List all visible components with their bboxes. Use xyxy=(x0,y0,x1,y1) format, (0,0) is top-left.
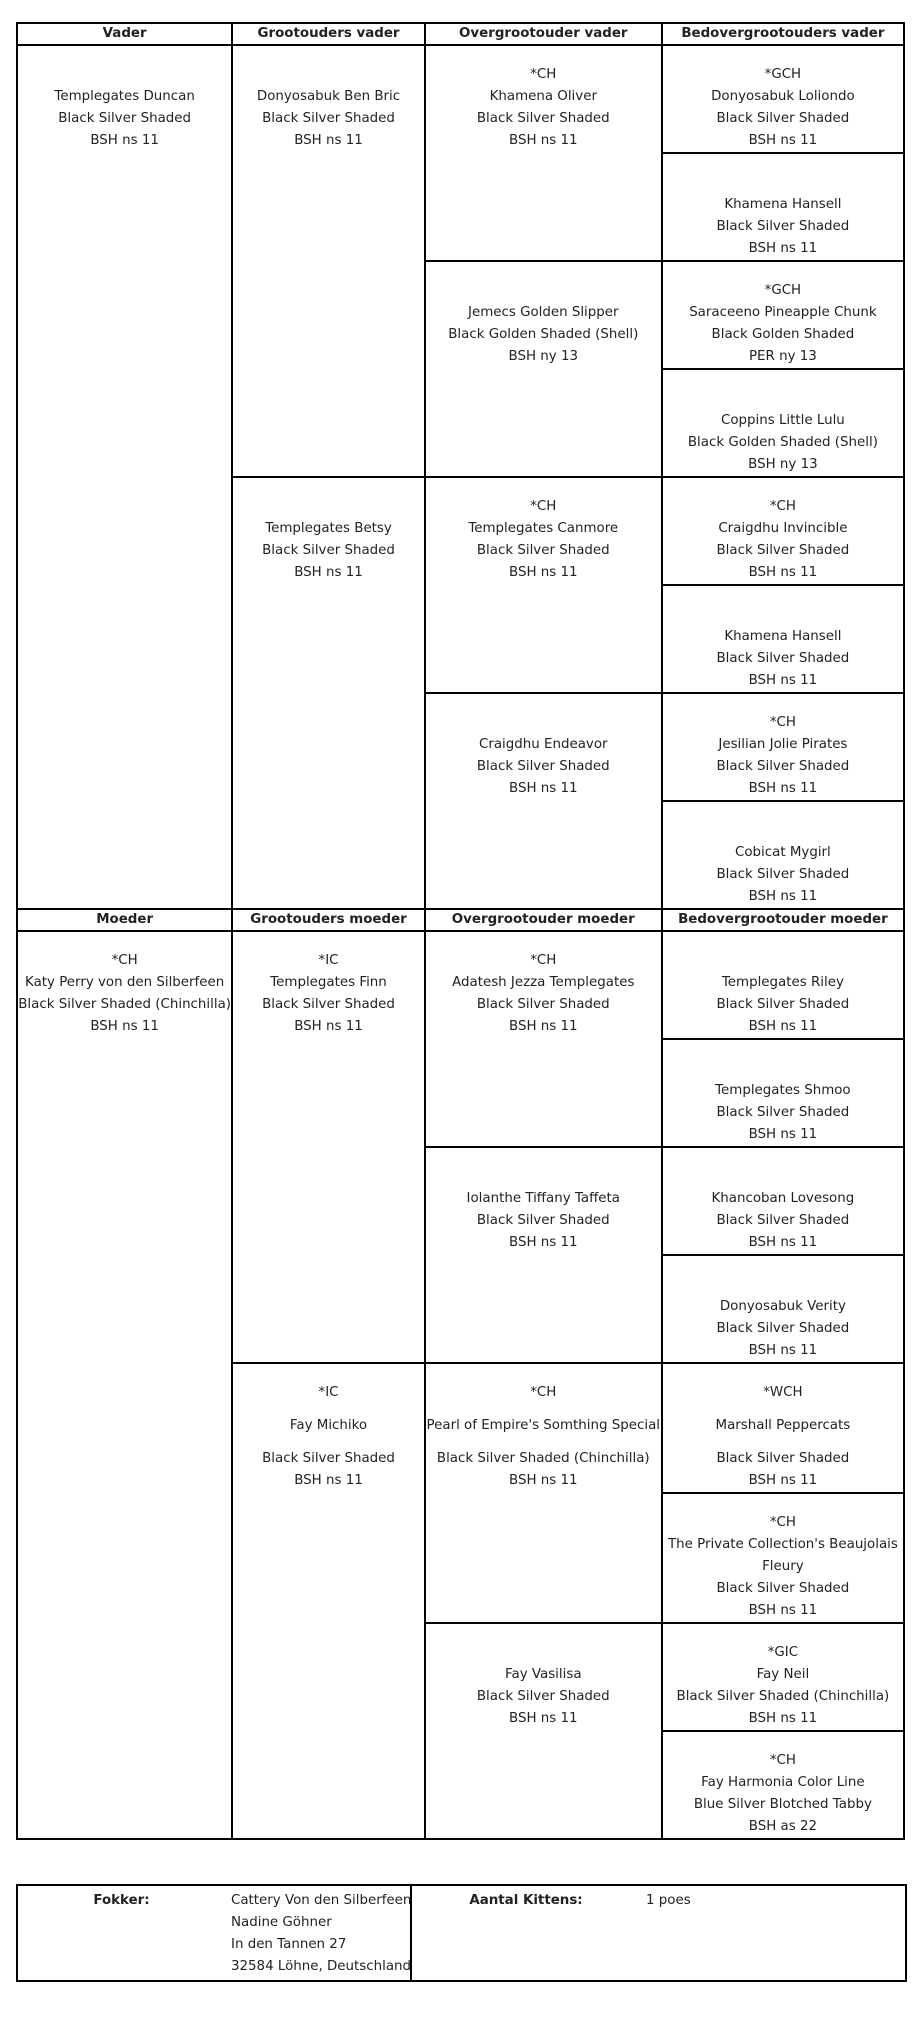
dam-gggp-3-code: BSH ns 11 xyxy=(748,1235,818,1250)
dam-gp-1 xyxy=(232,931,425,1363)
sire-gggp-4 xyxy=(662,369,904,477)
sire-gggp-1-code: BSH ns 11 xyxy=(748,133,818,148)
sire-ggp-1-code: BSH ns 11 xyxy=(509,133,578,148)
sire-gggp-5-title: *CH xyxy=(769,499,796,514)
dam-parent-code: BSH ns 11 xyxy=(90,1019,159,1034)
dam-ggp-2-name: Iolanthe Tiffany Taffeta xyxy=(466,1191,620,1206)
dam-parent-name: Katy Perry von den Silberfeen xyxy=(25,975,225,990)
sire-gp-2 xyxy=(232,477,425,909)
breeder-label: Fokker: xyxy=(17,1885,225,1981)
dam-gggp-7-name: Fay Neil xyxy=(756,1667,810,1682)
sire-gp-2-color: Black Silver Shaded xyxy=(262,543,395,558)
dam-gggp-5-name: Marshall Peppercats xyxy=(715,1418,851,1433)
sire-ggp-1-color: Black Silver Shaded xyxy=(476,111,610,126)
sire-ggp-2-code: BSH ny 13 xyxy=(508,349,579,364)
dam-gggp-5-color: Black Silver Shaded xyxy=(716,1451,850,1466)
sire-ggp-2 xyxy=(425,261,662,477)
dam-gggp-8-name: Fay Harmonia Color Line xyxy=(701,1775,865,1790)
sire-gggp-3-name: Saraceeno Pineapple Chunk xyxy=(689,305,877,320)
sire-gggp-7-name: Jesilian Jolie Pirates xyxy=(718,737,848,752)
dam-gggp-3-color: Black Silver Shaded xyxy=(716,1213,850,1228)
dam-gp-1-name: Templegates Finn xyxy=(270,975,387,990)
dam-ggp-3-code: BSH ns 11 xyxy=(509,1473,578,1488)
header-grootouders-moeder: Grootouders moeder xyxy=(232,909,425,931)
sire-gp-1-code: BSH ns 11 xyxy=(294,133,363,148)
dam-parent-title: *CH xyxy=(111,953,138,968)
dam-gggp-7-color: Black Silver Shaded (Chinchilla) xyxy=(676,1689,890,1704)
sire-gggp-7-color: Black Silver Shaded xyxy=(716,759,850,774)
dam-gp-2-color: Black Silver Shaded xyxy=(262,1451,395,1466)
breeder-cattery: Cattery Von den Silberfeen xyxy=(231,1893,412,1908)
dam-gp-1-title: *IC xyxy=(318,953,339,968)
dam-gggp-4-code: BSH ns 11 xyxy=(748,1343,818,1358)
sire-gggp-2-code: BSH ns 11 xyxy=(748,241,818,256)
header-overgrootouder-vader: Overgrootouder vader xyxy=(425,23,662,45)
dam-gggp-3 xyxy=(662,1147,904,1255)
sire-gggp-1-title: *GCH xyxy=(764,67,802,82)
sire-gggp-2-color: Black Silver Shaded xyxy=(716,219,850,234)
sire-gggp-6-color: Black Silver Shaded xyxy=(716,651,850,666)
sire-gggp-7 xyxy=(662,693,904,801)
dam-gggp-6-name: The Private Collection's Beaujolais xyxy=(667,1537,898,1552)
dam-gggp-5-title: *WCH xyxy=(763,1385,803,1400)
sire-gggp-8 xyxy=(662,801,904,909)
breeder-name: Nadine Göhner xyxy=(231,1915,332,1930)
sire-gggp-7-code: BSH ns 11 xyxy=(748,781,818,796)
dam-gggp-5 xyxy=(662,1363,904,1493)
dam-gggp-8-color: Blue Silver Blotched Tabby xyxy=(693,1797,872,1812)
breeder-street: In den Tannen 27 xyxy=(231,1937,347,1952)
breeder-table xyxy=(16,1884,907,1982)
sire-ggp-1 xyxy=(425,45,662,261)
dam-gggp-2-color: Black Silver Shaded xyxy=(716,1105,850,1120)
sire-gggp-5-name: Craigdhu Invincible xyxy=(718,521,848,536)
pedigree-table xyxy=(16,22,905,1840)
dam-gggp-1-color: Black Silver Shaded xyxy=(716,997,850,1012)
header-grootouders-vader: Grootouders vader xyxy=(232,23,425,45)
sire-gggp-4-color: Black Golden Shaded (Shell) xyxy=(687,435,878,450)
dam-gp-2-code: BSH ns 11 xyxy=(294,1473,363,1488)
dam-header-row xyxy=(17,909,904,931)
dam-gggp-6 xyxy=(662,1493,904,1623)
sire-gggp-4-code: BSH ny 13 xyxy=(748,457,818,472)
sire-ggp-4-name: Craigdhu Endeavor xyxy=(479,737,608,752)
dam-gggp-1-code: BSH ns 11 xyxy=(748,1019,818,1034)
dam-ggp-3 xyxy=(425,1363,662,1623)
dam-ggp-1 xyxy=(425,931,662,1147)
sire-parent-code: BSH ns 11 xyxy=(90,133,159,148)
dam-ggp-1-color: Black Silver Shaded xyxy=(476,997,610,1012)
dam-ggp-4-name: Fay Vasilisa xyxy=(505,1667,582,1682)
dam-gggp-2-name: Templegates Shmoo xyxy=(715,1083,851,1098)
sire-gggp-6-name: Khamena Hansell xyxy=(724,629,842,644)
sire-gggp-5 xyxy=(662,477,904,585)
header-bedovergrootouders-vader: Bedovergrootouders vader xyxy=(662,23,904,45)
breeder-city: 32584 Löhne, Deutschland xyxy=(231,1959,412,1974)
sire-ggp-4 xyxy=(425,693,662,909)
dam-gggp-1 xyxy=(662,931,904,1039)
sire-header-row xyxy=(17,23,904,45)
sire-gp-2-code: BSH ns 11 xyxy=(294,565,363,580)
dam-ggp-2-color: Black Silver Shaded xyxy=(476,1213,610,1228)
dam-ggp-1-title: *CH xyxy=(530,953,557,968)
dam-gggp-2 xyxy=(662,1039,904,1147)
header-bedovergrootouder-moeder: Bedovergrootouder moeder xyxy=(662,909,904,931)
dam-ggp-1-name: Adatesh Jezza Templegates xyxy=(452,975,635,990)
sire-ggp-3-color: Black Silver Shaded xyxy=(476,543,610,558)
dam-ggp-4-code: BSH ns 11 xyxy=(509,1711,578,1726)
dam-gggp-2-code: BSH ns 11 xyxy=(748,1127,818,1142)
dam-gggp-6-code: BSH ns 11 xyxy=(748,1603,818,1618)
dam-gp-2-name: Fay Michiko xyxy=(289,1418,368,1433)
dam-parent-color: Black Silver Shaded (Chinchilla) xyxy=(18,997,231,1012)
dam-gggp-4-color: Black Silver Shaded xyxy=(716,1321,850,1336)
dam-gp-2 xyxy=(232,1363,425,1839)
sire-gggp-8-color: Black Silver Shaded xyxy=(716,867,850,882)
sire-gggp-3-color: Black Golden Shaded xyxy=(711,327,855,342)
sire-ggp-4-code: BSH ns 11 xyxy=(509,781,578,796)
sire-parent-color: Black Silver Shaded xyxy=(58,111,192,126)
sire-gggp-1 xyxy=(662,45,904,153)
sire-ggp-1-title: *CH xyxy=(530,67,557,82)
sire-ggp-1-name: Khamena Oliver xyxy=(489,89,597,104)
dam-gggp-7-code: BSH ns 11 xyxy=(748,1711,818,1726)
dam-gggp-4 xyxy=(662,1255,904,1363)
dam-ggp-3-name: Pearl of Empire's Somthing Special xyxy=(426,1418,660,1433)
sire-ggp-3-code: BSH ns 11 xyxy=(509,565,578,580)
dam-ggp-3-color: Black Silver Shaded (Chinchilla) xyxy=(436,1451,650,1466)
dam-ggp-4-color: Black Silver Shaded xyxy=(476,1689,610,1704)
sire-parent-name: Templegates Duncan xyxy=(54,89,195,104)
header-vader: Vader xyxy=(17,23,232,45)
dam-gp-1-color: Black Silver Shaded xyxy=(262,997,395,1012)
sire-gggp-3 xyxy=(662,261,904,369)
dam-gggp-5-code: BSH ns 11 xyxy=(748,1473,818,1488)
sire-ggp-4-color: Black Silver Shaded xyxy=(476,759,610,774)
dam-gggp-8 xyxy=(662,1731,904,1839)
dam-gggp-4-name: Donyosabuk Verity xyxy=(719,1299,846,1314)
sire-ggp-2-name: Jemecs Golden Slipper xyxy=(468,305,619,320)
dam-gggp-6-name-cont: Fleury xyxy=(762,1559,804,1574)
sire-parent xyxy=(17,45,232,909)
sire-ggp-3-title: *CH xyxy=(530,499,557,514)
sire-gp-1 xyxy=(232,45,425,477)
sire-gggp-1-name: Donyosabuk Loliondo xyxy=(711,89,855,104)
dam-gggp-8-title: *CH xyxy=(769,1753,796,1768)
sire-ggp-3 xyxy=(425,477,662,693)
dam-gp-1-code: BSH ns 11 xyxy=(294,1019,363,1034)
dam-ggp-3-title: *CH xyxy=(530,1385,557,1400)
sire-gggp-4-name: Coppins Little Lulu xyxy=(720,413,845,428)
dam-gggp-6-title: *CH xyxy=(769,1515,796,1530)
sire-gp-1-color: Black Silver Shaded xyxy=(262,111,395,126)
header-moeder: Moeder xyxy=(17,909,232,931)
sire-gggp-6 xyxy=(662,585,904,693)
sire-gggp-7-title: *CH xyxy=(769,715,796,730)
dam-gggp-3-name: Khancoban Lovesong xyxy=(711,1191,855,1206)
sire-gggp-8-code: BSH ns 11 xyxy=(748,889,818,904)
sire-ggp-3-name: Templegates Canmore xyxy=(468,521,619,536)
dam-gp-2-title: *IC xyxy=(318,1385,339,1400)
dam-gggp-7-title: *GIC xyxy=(767,1645,799,1660)
dam-ggp-2-code: BSH ns 11 xyxy=(509,1235,578,1250)
dam-gggp-6-color: Black Silver Shaded xyxy=(716,1581,850,1596)
breeder-details xyxy=(225,1885,411,1981)
sire-gggp-3-title: *GCH xyxy=(764,283,802,298)
sire-gp-2-name: Templegates Betsy xyxy=(265,521,392,536)
kittens-label: Aantal Kittens: xyxy=(411,1885,640,1981)
dam-parent xyxy=(17,931,232,1839)
header-overgrootouder-moeder: Overgrootouder moeder xyxy=(425,909,662,931)
dam-gggp-8-code: BSH as 22 xyxy=(748,1819,818,1834)
sire-gp-1-name: Donyosabuk Ben Bric xyxy=(256,89,401,104)
dam-gggp-7 xyxy=(662,1623,904,1731)
sire-gggp-5-color: Black Silver Shaded xyxy=(716,543,850,558)
sire-gggp-8-name: Cobicat Mygirl xyxy=(735,845,831,860)
kittens-value: 1 poes xyxy=(640,1885,906,1981)
dam-ggp-4 xyxy=(425,1623,662,1839)
sire-gggp-6-code: BSH ns 11 xyxy=(748,673,818,688)
sire-gggp-3-code: PER ny 13 xyxy=(748,349,817,364)
dam-gggp-1-name: Templegates Riley xyxy=(721,975,844,990)
sire-gggp-5-code: BSH ns 11 xyxy=(748,565,818,580)
dam-ggp-2 xyxy=(425,1147,662,1363)
sire-gggp-1-color: Black Silver Shaded xyxy=(716,111,850,126)
sire-gggp-2-name: Khamena Hansell xyxy=(724,197,842,212)
sire-gggp-2 xyxy=(662,153,904,261)
dam-ggp-1-code: BSH ns 11 xyxy=(509,1019,578,1034)
sire-ggp-2-color: Black Golden Shaded (Shell) xyxy=(448,327,639,342)
